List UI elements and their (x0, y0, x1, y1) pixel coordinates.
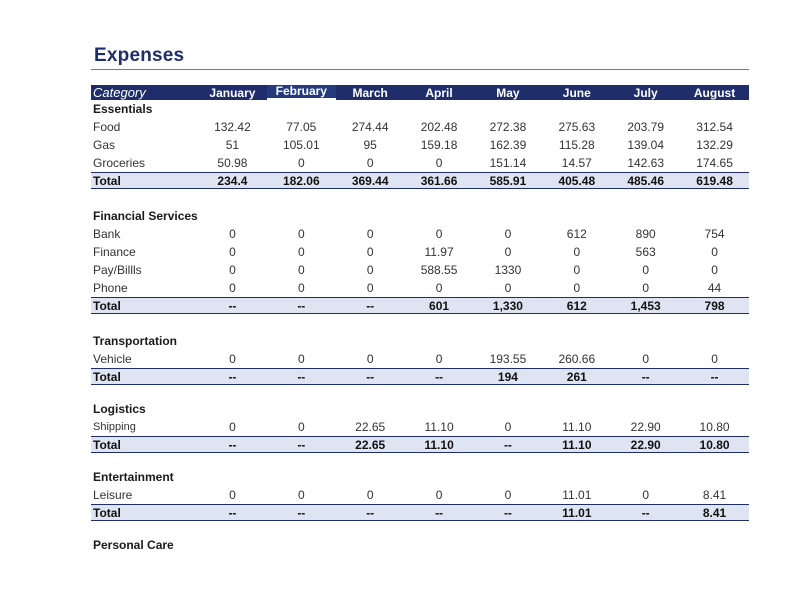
table-cell[interactable]: 0 (229, 420, 236, 434)
section-heading: Logistics (93, 402, 146, 416)
table-cell[interactable]: 0 (229, 263, 236, 277)
table-cell[interactable]: 0 (297, 488, 305, 502)
table-cell[interactable]: 0 (229, 227, 236, 241)
total-cell[interactable]: 405.48 (558, 173, 596, 188)
table-cell[interactable]: 0 (504, 281, 512, 295)
table-cell[interactable]: 0 (366, 156, 374, 170)
table-cell[interactable]: 1330 (494, 263, 522, 277)
total-cell[interactable]: -- (297, 505, 306, 520)
total-cell[interactable]: -- (228, 298, 237, 313)
total-cell[interactable]: -- (297, 298, 306, 313)
table-cell[interactable]: 0 (435, 281, 443, 295)
table-cell[interactable]: 260.66 (558, 352, 596, 366)
table-cell[interactable]: 11.01 (562, 488, 592, 502)
table-cell[interactable]: 10.80 (699, 420, 730, 434)
total-cell[interactable]: -- (435, 369, 444, 384)
total-cell[interactable]: 10.80 (699, 437, 730, 452)
table-cell[interactable]: 0 (435, 156, 443, 170)
total-cell[interactable]: -- (435, 505, 444, 520)
total-cell[interactable]: -- (366, 298, 375, 313)
title-divider (91, 69, 749, 70)
total-cell[interactable]: -- (366, 505, 375, 520)
header-month-february[interactable]: February (267, 85, 336, 100)
table-cell[interactable]: 0 (642, 352, 650, 366)
section-spacer (91, 385, 749, 400)
total-cell[interactable]: -- (228, 437, 237, 452)
table-cell[interactable]: 0 (229, 352, 236, 366)
total-cell[interactable]: -- (710, 369, 719, 384)
section-spacer (91, 189, 749, 207)
row-label[interactable]: Leisure (93, 488, 133, 502)
section-heading-row (91, 536, 749, 554)
total-cell[interactable]: -- (641, 505, 650, 520)
table-cell[interactable]: 142.63 (627, 156, 665, 170)
header-category[interactable]: Category (93, 85, 146, 100)
total-cell[interactable]: 798 (704, 298, 725, 313)
total-label[interactable]: Total (93, 437, 121, 452)
total-row (91, 436, 749, 453)
table-cell[interactable]: 11.97 (424, 245, 454, 259)
table-cell[interactable]: 0 (435, 488, 443, 502)
table-cell[interactable]: 0 (366, 352, 374, 366)
table-cell[interactable]: 11.10 (424, 420, 454, 434)
total-cell[interactable]: 22.90 (630, 437, 661, 452)
table-cell[interactable]: 139.04 (627, 138, 665, 152)
row-label[interactable]: Pay/Billls (93, 263, 142, 277)
table-cell[interactable]: 312.54 (696, 120, 733, 134)
row-label[interactable]: Shipping (93, 421, 136, 433)
table-cell[interactable]: 11.10 (562, 420, 592, 434)
table-cell[interactable]: 0 (504, 420, 512, 434)
table-cell[interactable]: 0 (297, 420, 305, 434)
total-cell[interactable]: 619.48 (696, 173, 733, 188)
table-row (91, 136, 749, 154)
table-cell[interactable]: 0 (504, 488, 512, 502)
table-cell[interactable]: 0 (435, 352, 443, 366)
table-cell[interactable]: 8.41 (702, 488, 727, 502)
total-cell[interactable]: 11.01 (562, 505, 592, 520)
row-label[interactable]: Vehicle (93, 352, 132, 366)
section-spacer (91, 314, 749, 332)
row-label[interactable]: Gas (93, 138, 116, 152)
table-cell[interactable]: 0 (366, 488, 374, 502)
total-label[interactable]: Total (93, 369, 121, 384)
table-cell[interactable]: 274.44 (351, 120, 389, 134)
total-cell[interactable]: 194 (497, 369, 518, 384)
total-cell[interactable]: -- (503, 437, 512, 452)
table-row (91, 261, 749, 279)
section-heading-row (91, 100, 749, 118)
table-cell[interactable]: 174.65 (696, 156, 733, 170)
table-header-row (91, 85, 749, 100)
table-cell[interactable]: 0 (297, 227, 305, 241)
total-cell[interactable]: 22.65 (355, 437, 386, 452)
table-row (91, 118, 749, 136)
total-row (91, 297, 749, 314)
header-month-august[interactable]: August (693, 85, 736, 100)
table-cell[interactable]: 0 (711, 245, 718, 259)
table-cell[interactable]: 0 (435, 227, 443, 241)
table-cell[interactable]: 159.18 (420, 138, 458, 152)
section-spacer (91, 453, 749, 468)
header-month-april[interactable]: April (425, 85, 453, 100)
header-month-june[interactable]: June (562, 85, 591, 100)
total-row (91, 172, 749, 189)
table-cell[interactable]: 563 (635, 245, 656, 259)
table-row (91, 225, 749, 243)
table-row (91, 486, 749, 504)
total-cell[interactable]: 11.10 (424, 437, 454, 452)
section-heading-row (91, 400, 749, 418)
total-cell[interactable]: 261 (566, 369, 587, 384)
table-cell[interactable]: 0 (573, 281, 581, 295)
page-title: Expenses (94, 45, 185, 66)
table-cell[interactable]: 0 (573, 245, 581, 259)
table-row (91, 418, 749, 436)
section-heading-row (91, 468, 749, 486)
table-cell[interactable]: 0 (297, 352, 305, 366)
table-cell[interactable]: 132.42 (214, 120, 251, 134)
total-cell[interactable]: -- (228, 369, 237, 384)
table-cell[interactable]: 22.90 (630, 420, 661, 434)
section-spacer (91, 521, 749, 536)
total-cell[interactable]: 182.06 (282, 173, 320, 188)
total-cell[interactable]: -- (641, 369, 650, 384)
row-label[interactable]: Groceries (93, 156, 146, 170)
total-cell[interactable]: 369.44 (351, 173, 389, 188)
total-cell[interactable]: 601 (429, 298, 450, 313)
table-cell[interactable]: 0 (642, 263, 650, 277)
table-cell[interactable]: 0 (366, 281, 374, 295)
section-heading: Financial Services (93, 209, 198, 223)
table-cell[interactable]: 0 (573, 263, 581, 277)
table-row (91, 279, 749, 297)
total-cell[interactable]: 11.10 (562, 437, 592, 452)
table-cell[interactable]: 22.65 (355, 420, 386, 434)
table-row (91, 243, 749, 261)
section-heading: Personal Care (93, 538, 174, 552)
table-cell[interactable]: 0 (297, 281, 305, 295)
table-body (91, 100, 749, 554)
total-cell[interactable]: -- (366, 369, 375, 384)
table-cell[interactable]: 0 (229, 281, 236, 295)
table-cell[interactable]: 50.98 (217, 156, 248, 170)
row-label[interactable]: Food (93, 120, 121, 134)
total-cell[interactable]: -- (297, 437, 306, 452)
total-cell[interactable]: 1,330 (492, 298, 523, 313)
table-cell[interactable]: 0 (366, 263, 374, 277)
table-row (91, 350, 749, 368)
table-cell[interactable]: 44 (707, 281, 722, 295)
header-month-january[interactable]: January (209, 85, 256, 100)
expenses-table (91, 85, 749, 554)
table-cell[interactable]: 162.39 (489, 138, 527, 152)
row-label[interactable]: Phone (93, 281, 128, 295)
row-label[interactable]: Bank (93, 227, 121, 241)
table-cell[interactable]: 272.38 (489, 120, 527, 134)
table-cell[interactable]: 77.05 (286, 120, 317, 134)
header-month-july[interactable]: July (633, 85, 658, 100)
table-row (91, 154, 749, 172)
table-cell[interactable]: 588.55 (420, 263, 458, 277)
table-cell[interactable]: 0 (297, 156, 305, 170)
table-cell[interactable]: 202.48 (420, 120, 458, 134)
total-cell[interactable]: -- (503, 505, 512, 520)
table-cell[interactable]: 132.29 (696, 138, 733, 152)
table-cell[interactable]: 14.57 (561, 156, 592, 170)
total-cell[interactable]: 585.91 (489, 173, 527, 188)
row-label[interactable]: Finance (93, 245, 136, 259)
total-row (91, 368, 749, 385)
table-cell[interactable]: 0 (504, 245, 512, 259)
section-heading: Transportation (93, 334, 178, 348)
total-cell[interactable]: -- (228, 505, 237, 520)
table-cell[interactable]: 105.01 (282, 138, 320, 152)
table-cell[interactable]: 51 (225, 138, 240, 152)
header-month-march[interactable]: March (352, 85, 388, 100)
total-label[interactable]: Total (93, 505, 121, 520)
section-heading-row (91, 207, 749, 225)
table-cell[interactable]: 115.28 (558, 138, 595, 152)
total-row (91, 504, 749, 521)
table-cell[interactable]: 0 (711, 352, 718, 366)
table-cell[interactable]: 0 (297, 245, 305, 259)
total-cell[interactable]: 485.46 (627, 173, 665, 188)
total-cell[interactable]: 361.66 (420, 173, 458, 188)
table-cell[interactable]: 95 (363, 138, 377, 152)
table-cell[interactable]: 0 (366, 227, 374, 241)
table-cell[interactable]: 0 (642, 488, 650, 502)
table-cell[interactable]: 0 (711, 263, 718, 277)
table-cell[interactable]: 151.14 (489, 156, 527, 170)
table-cell[interactable]: 275.63 (558, 120, 596, 134)
table-cell[interactable]: 0 (229, 488, 236, 502)
header-month-may[interactable]: May (496, 85, 520, 100)
table-cell[interactable]: 890 (635, 227, 656, 241)
section-heading: Essentials (93, 102, 153, 116)
total-cell[interactable]: 234.4 (217, 173, 248, 188)
total-label[interactable]: Total (93, 298, 121, 313)
section-heading-row (91, 332, 749, 350)
total-cell[interactable]: 8.41 (702, 505, 727, 520)
table-cell[interactable]: 0 (229, 245, 236, 259)
table-cell[interactable]: 754 (704, 227, 725, 241)
table-cell[interactable]: 0 (297, 263, 305, 277)
table-cell[interactable]: 612 (566, 227, 587, 241)
total-cell[interactable]: 612 (566, 298, 587, 313)
total-cell[interactable]: -- (297, 369, 306, 384)
table-cell[interactable]: 0 (366, 245, 374, 259)
table-cell[interactable]: 203.79 (627, 120, 665, 134)
section-heading: Entertainment (93, 470, 174, 484)
table-cell[interactable]: 0 (504, 227, 512, 241)
table-cell[interactable]: 193.55 (489, 352, 527, 366)
total-label[interactable]: Total (93, 173, 121, 188)
table-cell[interactable]: 0 (642, 281, 650, 295)
total-cell[interactable]: 1,453 (630, 298, 661, 313)
